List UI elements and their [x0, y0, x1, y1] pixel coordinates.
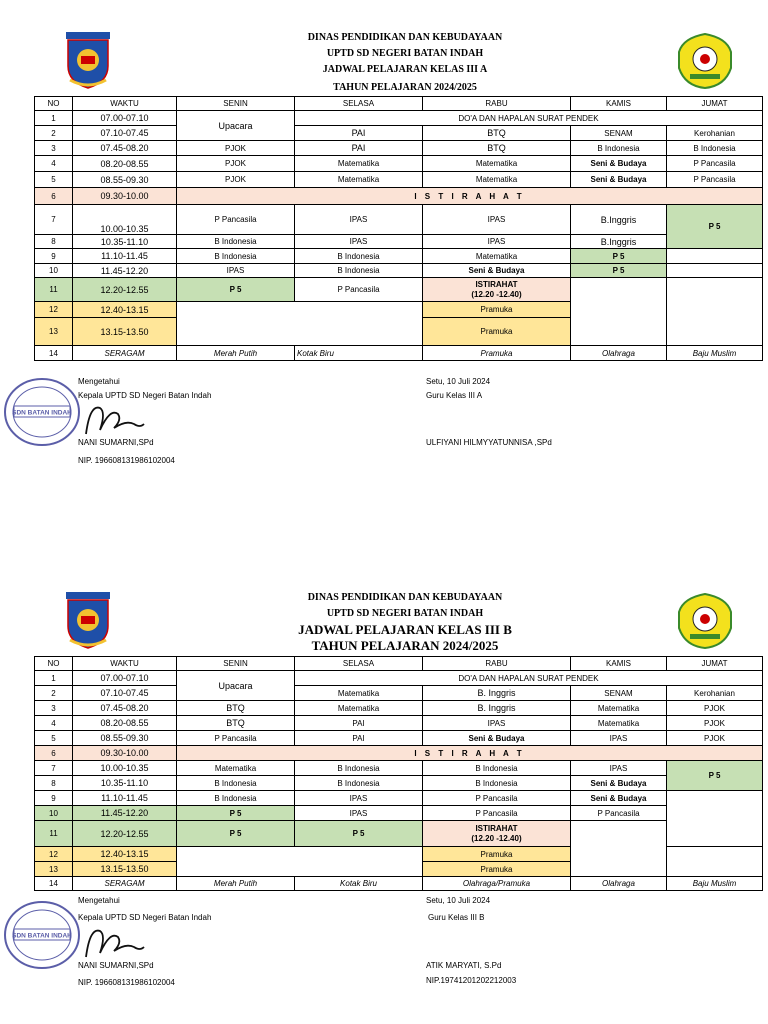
time-cell: 07.10-07.45 — [73, 126, 177, 141]
uniform-cell: Baju Muslim — [667, 877, 763, 891]
kepala-title: Kepala UPTD SD Negeri Batan Indah — [78, 913, 212, 922]
lesson-cell: B. Inggris — [423, 686, 571, 701]
row-number: 10 — [35, 264, 73, 278]
empty-cell — [177, 302, 423, 346]
lesson-cell: IPAS — [423, 205, 571, 235]
table-row — [35, 205, 763, 235]
time-cell: 11.45-12.20 — [73, 264, 177, 278]
table-row — [35, 776, 763, 791]
row-number: 5 — [35, 172, 73, 188]
lesson-cell: Pramuka — [423, 302, 571, 318]
lesson-cell: Matematika — [423, 156, 571, 172]
time-cell: 07.10-07.45 — [73, 686, 177, 701]
lesson-cell: B.Inggris — [571, 235, 667, 249]
time-cell: 11.10-11.45 — [73, 791, 177, 806]
svg-text:SDN BATAN INDAH: SDN BATAN INDAH — [12, 409, 72, 417]
lesson-cell: Pramuka — [423, 847, 571, 862]
row-number: 9 — [35, 249, 73, 264]
table-row — [35, 278, 763, 302]
p5-cell: P 5 — [295, 821, 423, 847]
doa-cell: DO'A DAN HAPALAN SURAT PENDEK — [295, 111, 763, 126]
doa-cell: DO'A DAN HAPALAN SURAT PENDEK — [295, 671, 763, 686]
lesson-cell: Matematika — [295, 686, 423, 701]
schedule-table — [34, 96, 763, 361]
column-header: WAKTU — [73, 97, 177, 111]
table-row — [35, 188, 763, 205]
time-cell: 08.20-08.55 — [73, 156, 177, 172]
lesson-cell: B Indonesia — [571, 141, 667, 156]
schedule-kelas-3b — [0, 560, 768, 1024]
lesson-cell: IPAS — [571, 731, 667, 746]
lesson-cell: IPAS — [295, 806, 423, 821]
kepala-nip: NIP. 196608131986102004 — [78, 978, 175, 987]
istirahat-label: ISTIRAHAT — [475, 279, 518, 289]
lesson-cell: Matematika — [295, 156, 423, 172]
time-cell: 08.20-08.55 — [73, 716, 177, 731]
time-cell: 07.45-08.20 — [73, 141, 177, 156]
lesson-cell: B Indonesia — [177, 791, 295, 806]
lesson-cell: P Pancasila — [423, 791, 571, 806]
lesson-cell: PAI — [295, 716, 423, 731]
row-number: 8 — [35, 776, 73, 791]
kepala-nip: NIP. 196608131986102004 — [78, 456, 175, 465]
lesson-cell: IPAS — [571, 761, 667, 776]
lesson-cell: B Indonesia — [295, 776, 423, 791]
column-header: KAMIS — [571, 97, 667, 111]
kepala-name: NANI SUMARNI,SPd — [78, 961, 154, 970]
uniform-cell: Olahraga — [571, 346, 667, 361]
table-row — [35, 141, 763, 156]
upacara-cell: Upacara — [177, 671, 295, 701]
table-row — [35, 731, 763, 746]
mengetahui-label: Mengetahui — [78, 377, 120, 386]
guru-nip: NIP.19741201202212003 — [426, 976, 517, 985]
time-cell: 11.45-12.20 — [73, 806, 177, 821]
lesson-cell: B Indonesia — [295, 761, 423, 776]
istirahat-cell: I S T I R A H A T — [177, 746, 763, 761]
tangsel-logo-icon — [60, 590, 116, 650]
lesson-cell: BTQ — [177, 701, 295, 716]
uniform-cell: Pramuka — [423, 346, 571, 361]
upacara-cell: Upacara — [177, 111, 295, 141]
uniform-label: SERAGAM — [73, 877, 177, 891]
table-row — [35, 264, 763, 278]
row-number: 14 — [35, 346, 73, 361]
row-number: 11 — [35, 821, 73, 847]
table-row — [35, 671, 763, 686]
svg-text:SDN BATAN INDAH: SDN BATAN INDAH — [12, 932, 72, 940]
table-row — [35, 877, 763, 891]
lesson-cell: IPAS — [423, 235, 571, 249]
table-row — [35, 235, 763, 249]
column-header: SELASA — [295, 657, 423, 671]
time-cell: 12.20-12.55 — [73, 278, 177, 302]
p5-cell: P 5 — [667, 205, 763, 249]
table-row — [35, 821, 763, 847]
uniform-label: SERAGAM — [73, 346, 177, 361]
table-row — [35, 806, 763, 821]
document-title-block — [200, 590, 610, 654]
column-header: RABU — [423, 97, 571, 111]
table-header-row — [35, 97, 763, 111]
lesson-cell: PJOK — [667, 701, 763, 716]
lesson-cell: B Indonesia — [423, 776, 571, 791]
lesson-cell: Matematika — [423, 172, 571, 188]
istirahat-short-cell — [423, 821, 571, 847]
uniform-cell: Baju Muslim — [667, 346, 763, 361]
lesson-cell: Seni & Budaya — [571, 776, 667, 791]
emblem-logo-icon — [676, 592, 734, 650]
lesson-cell: SENAM — [571, 686, 667, 701]
uniform-cell: Olahraga — [571, 877, 667, 891]
time-cell: 07.45-08.20 — [73, 701, 177, 716]
lesson-cell: P Pancasila — [177, 205, 295, 235]
lesson-cell: IPAS — [295, 235, 423, 249]
row-number: 4 — [35, 716, 73, 731]
schedule-title: JADWAL PELAJARAN KELAS III A — [322, 64, 488, 75]
lesson-cell: P Pancasila — [667, 172, 763, 188]
lesson-cell: PJOK — [667, 731, 763, 746]
empty-cell — [571, 821, 667, 877]
empty-cell — [667, 249, 763, 264]
time-cell: 10.00-10.35 — [73, 761, 177, 776]
table-row — [35, 249, 763, 264]
school-title: UPTD SD NEGERI BATAN INDAH — [326, 48, 484, 59]
lesson-cell: P Pancasila — [571, 806, 667, 821]
lesson-cell: B Indonesia — [423, 761, 571, 776]
row-number: 4 — [35, 156, 73, 172]
row-number: 9 — [35, 791, 73, 806]
row-number: 7 — [35, 205, 73, 235]
row-number: 2 — [35, 686, 73, 701]
row-number: 11 — [35, 278, 73, 302]
time-cell: 12.40-13.15 — [73, 302, 177, 318]
time-cell: 13.15-13.50 — [73, 862, 177, 877]
lesson-cell: Matematika — [295, 701, 423, 716]
column-header: SENIN — [177, 97, 295, 111]
lesson-cell: Matematika — [423, 249, 571, 264]
uniform-cell: Merah Putih — [177, 877, 295, 891]
school-stamp-icon — [2, 899, 82, 971]
schedule-table — [34, 656, 763, 891]
empty-cell — [667, 278, 763, 346]
lesson-cell: B. Inggris — [423, 701, 571, 716]
emblem-logo-icon — [676, 32, 734, 90]
lesson-cell: PJOK — [177, 156, 295, 172]
lesson-cell: IPAS — [295, 205, 423, 235]
table-row — [35, 111, 763, 126]
empty-cell — [667, 847, 763, 877]
row-number: 8 — [35, 235, 73, 249]
agency-title: DINAS PENDIDIKAN DAN KEBUDAYAAN — [307, 592, 503, 603]
lesson-cell: PAI — [295, 126, 423, 141]
guru-name: ATIK MARYATI, S.Pd — [426, 961, 502, 970]
guru-name: ULFIYANI HILMYYATUNNISA ,SPd — [426, 438, 552, 447]
p5-cell: P 5 — [177, 806, 295, 821]
lesson-cell: B Indonesia — [177, 235, 295, 249]
time-cell: 10.35-11.10 — [73, 776, 177, 791]
time-cell: 10.35-11.10 — [73, 235, 177, 249]
guru-title: Guru Kelas III A — [426, 391, 483, 400]
row-number: 5 — [35, 731, 73, 746]
schedule-header — [0, 0, 768, 96]
row-number: 1 — [35, 111, 73, 126]
school-title: UPTD SD NEGERI BATAN INDAH — [326, 608, 484, 619]
lesson-cell: Seni & Budaya — [423, 731, 571, 746]
uniform-cell: Merah Putih — [177, 346, 295, 361]
schedule-kelas-3a — [0, 0, 768, 470]
time-cell: 12.40-13.15 — [73, 847, 177, 862]
mengetahui-label: Mengetahui — [78, 896, 120, 905]
lesson-cell: Seni & Budaya — [571, 172, 667, 188]
time-cell: 09.30-10.00 — [73, 746, 177, 761]
lesson-cell: Pramuka — [423, 318, 571, 346]
lesson-cell: PJOK — [177, 141, 295, 156]
table-row — [35, 746, 763, 761]
lesson-cell: Matematika — [571, 701, 667, 716]
time-cell: 12.20-12.55 — [73, 821, 177, 847]
p5-cell: P 5 — [177, 278, 295, 302]
table-row — [35, 791, 763, 806]
istirahat-cell: I S T I R A H A T — [177, 188, 763, 205]
tangsel-logo-icon — [60, 30, 116, 90]
p5-cell: P 5 — [177, 821, 295, 847]
lesson-cell: P Pancasila — [667, 156, 763, 172]
row-number: 13 — [35, 318, 73, 346]
row-number: 1 — [35, 671, 73, 686]
table-row — [35, 172, 763, 188]
lesson-cell: IPAS — [177, 264, 295, 278]
document-title-block — [200, 30, 610, 96]
column-header: KAMIS — [571, 657, 667, 671]
table-row — [35, 701, 763, 716]
schedule-title: JADWAL PELAJARAN KELAS III B — [298, 622, 512, 637]
sign-date: Setu, 10 Juli 2024 — [426, 377, 491, 386]
istirahat-short-cell — [423, 278, 571, 302]
signature-icon — [80, 921, 150, 961]
time-cell: 09.30-10.00 — [73, 188, 177, 205]
table-row — [35, 346, 763, 361]
uniform-cell: Olahraga/Pramuka — [423, 877, 571, 891]
empty-cell — [667, 791, 763, 847]
lesson-cell: Matematika — [295, 172, 423, 188]
lesson-cell: SENAM — [571, 126, 667, 141]
empty-cell — [177, 847, 423, 877]
lesson-cell: B.Inggris — [571, 205, 667, 235]
kepala-name: NANI SUMARNI,SPd — [78, 438, 154, 447]
table-row — [35, 716, 763, 731]
row-number: 6 — [35, 746, 73, 761]
empty-cell — [571, 278, 667, 346]
uniform-cell: Kotak Biru — [295, 877, 423, 891]
istirahat-time: (12.20 -12.40) — [471, 289, 522, 299]
row-number: 3 — [35, 141, 73, 156]
lesson-cell: P Pancasila — [423, 806, 571, 821]
table-row — [35, 126, 763, 141]
lesson-cell: P Pancasila — [295, 278, 423, 302]
row-number: 12 — [35, 302, 73, 318]
row-number: 6 — [35, 188, 73, 205]
row-number: 12 — [35, 847, 73, 862]
lesson-cell: Matematika — [177, 761, 295, 776]
lesson-cell: B Indonesia — [295, 264, 423, 278]
lesson-cell: BTQ — [423, 141, 571, 156]
row-number: 7 — [35, 761, 73, 776]
guru-title: Guru Kelas III B — [428, 913, 485, 922]
column-header: JUMAT — [667, 657, 763, 671]
istirahat-time: (12.20 -12.40) — [471, 833, 522, 843]
table-row — [35, 761, 763, 776]
table-header-row — [35, 657, 763, 671]
lesson-cell: PJOK — [177, 172, 295, 188]
time-cell: 11.10-11.45 — [73, 249, 177, 264]
lesson-cell: IPAS — [423, 716, 571, 731]
signature-icon — [80, 398, 150, 438]
time-cell: 08.55-09.30 — [73, 731, 177, 746]
uniform-cell: Kotak Biru — [295, 346, 423, 361]
column-header: JUMAT — [667, 97, 763, 111]
lesson-cell: B Indonesia — [177, 776, 295, 791]
lesson-cell: B Indonesia — [667, 141, 763, 156]
lesson-cell: Matematika — [571, 716, 667, 731]
column-header: SENIN — [177, 657, 295, 671]
lesson-cell: IPAS — [295, 791, 423, 806]
lesson-cell: BTQ — [423, 126, 571, 141]
table-row — [35, 686, 763, 701]
lesson-cell: Pramuka — [423, 862, 571, 877]
row-number: 10 — [35, 806, 73, 821]
time-cell: 13.15-13.50 — [73, 318, 177, 346]
sign-date: Setu, 10 Juli 2024 — [426, 896, 491, 905]
column-header: NO — [35, 657, 73, 671]
istirahat-label: ISTIRAHAT — [475, 823, 518, 833]
lesson-cell: B Indonesia — [295, 249, 423, 264]
lesson-cell: Seni & Budaya — [423, 264, 571, 278]
column-header: SELASA — [295, 97, 423, 111]
lesson-cell: B Indonesia — [177, 249, 295, 264]
empty-cell — [667, 264, 763, 278]
lesson-cell: Kerohanian — [667, 686, 763, 701]
lesson-cell: PAI — [295, 141, 423, 156]
lesson-cell: BTQ — [177, 716, 295, 731]
agency-title: DINAS PENDIDIKAN DAN KEBUDAYAAN — [307, 32, 503, 43]
time-cell: 08.55-09.30 — [73, 172, 177, 188]
school-year: TAHUN PELAJARAN 2024/2025 — [333, 82, 477, 93]
school-stamp-icon — [2, 376, 82, 448]
lesson-cell: Seni & Budaya — [571, 156, 667, 172]
lesson-cell: Kerohanian — [667, 126, 763, 141]
lesson-cell: Seni & Budaya — [571, 791, 667, 806]
column-header: WAKTU — [73, 657, 177, 671]
lesson-cell: P Pancasila — [177, 731, 295, 746]
time-cell: 07.00-07.10 — [73, 671, 177, 686]
table-row — [35, 156, 763, 172]
p5-cell: P 5 — [571, 264, 667, 278]
lesson-cell: PAI — [295, 731, 423, 746]
time-cell: 10.00-10.35 — [73, 205, 177, 235]
school-year: TAHUN PELAJARAN 2024/2025 — [311, 638, 499, 653]
column-header: NO — [35, 97, 73, 111]
row-number: 13 — [35, 862, 73, 877]
kepala-title: Kepala UPTD SD Negeri Batan Indah — [78, 391, 212, 400]
p5-cell: P 5 — [667, 761, 763, 791]
time-cell: 07.00-07.10 — [73, 111, 177, 126]
row-number: 3 — [35, 701, 73, 716]
column-header: RABU — [423, 657, 571, 671]
row-number: 2 — [35, 126, 73, 141]
lesson-cell: PJOK — [667, 716, 763, 731]
row-number: 14 — [35, 877, 73, 891]
p5-cell: P 5 — [571, 249, 667, 264]
schedule-header — [0, 560, 768, 656]
